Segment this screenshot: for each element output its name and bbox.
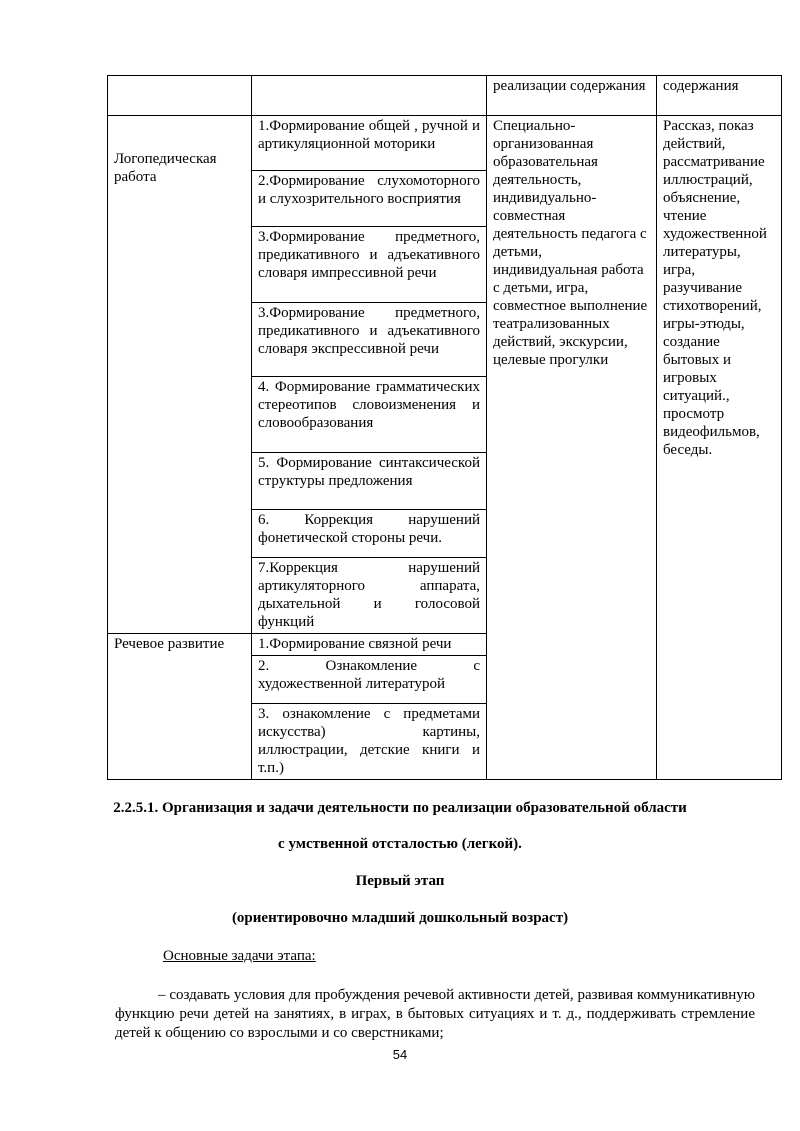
tasks-label-colon: :: [311, 948, 316, 964]
forms-cell: Специально-организованная образовательная деятельность, индивидуально-совместная деятельность педагога с детьми, индивидуальная работа с детьми, игра, совместное выполнение театрализованных действий, экскурсии, целевые прогулки: [487, 116, 657, 780]
task-cell: 2. Ознакомление с художественной литературой: [252, 656, 487, 704]
stage-heading: Первый этап: [355, 873, 445, 889]
area-label: Логопедическая работа: [114, 151, 217, 185]
age-heading: (ориентировочно младший дошкольный возраст): [231, 910, 569, 926]
task-cell: 1.Формирование связной речи: [252, 634, 487, 656]
task-cell: 5. Формирование синтаксической структуры предложения: [252, 453, 487, 510]
table-row: [108, 76, 782, 116]
methods-cell: Рассказ, показ действий, рассматривание иллюстраций, объяснение, чтение художественной литературы, игра, разучивание стихотворений, игры-этюды, создание бытовых и игровых ситуаций., просмотр видеофильмов, беседы.: [657, 116, 782, 780]
task-cell: 3. ознакомление с предметами искусства) картины, иллюстрации, детские книги и т.п.): [252, 704, 487, 780]
task-cell: 1.Формирование общей , ручной и артикуляционной моторики: [252, 116, 487, 171]
table-cell: [108, 76, 252, 116]
section-heading-continued: с умственной отсталостью (легкой).: [278, 836, 522, 852]
table-cell: содержания: [657, 76, 782, 116]
activities-table: [107, 75, 782, 780]
table-cell: реализации содержания: [487, 76, 657, 116]
task-cell: 6. Коррекция нарушений фонетической стороны речи.: [252, 510, 487, 558]
section-heading: 2.2.5.1. Организация и задачи деятельности по реализации образовательной области: [113, 800, 687, 816]
task-cell: 3.Формирование предметного, предикативного и адъекативного словаря экспрессивной речи: [252, 303, 487, 377]
task-cell: 7.Коррекция нарушений артикуляторного аппарата, дыхательной и голосовой функций: [252, 558, 487, 634]
area-speech-development: [108, 634, 252, 780]
task-cell: 3.Формирование предметного, предикативного и адъекативного словаря импрессивной речи: [252, 227, 487, 303]
area-speech-therapy: [108, 116, 252, 634]
paragraph-text: – создавать условия для пробуждения речевой активности детей, развивая коммуникативную функцию речи детей на занятиях, в играх, в бытовых ситуациях и т. д., поддерживать стремление детей к общению со взрослыми и со сверстниками;: [115, 987, 755, 1041]
table-row: [108, 116, 782, 171]
tasks-label: [163, 948, 316, 965]
task-cell: 2.Формирование слухомоторного и слухозрительного восприятия: [252, 171, 487, 227]
task-cell: 4. Формирование грамматических стереотипов словоизменения и словообразования: [252, 377, 487, 453]
task-paragraph: [115, 986, 755, 1043]
tasks-label-text: Основные задачи этапа: [163, 948, 312, 964]
table-cell: [252, 76, 487, 116]
page-number: 54: [392, 1047, 408, 1062]
area-label: Речевое развитие: [114, 636, 225, 652]
